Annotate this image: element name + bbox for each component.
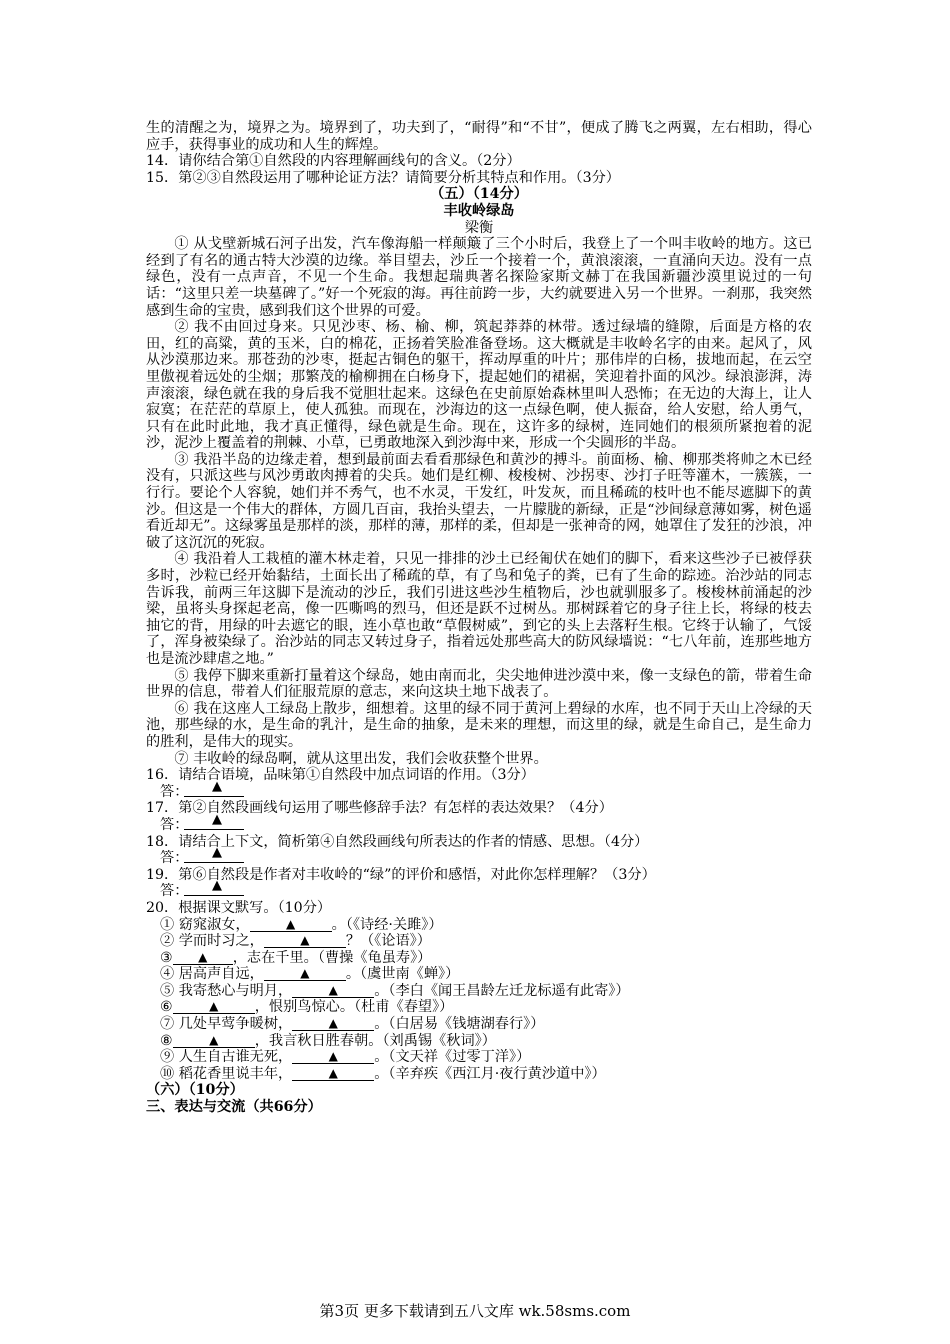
section-6-heading: （六）（10分） xyxy=(146,1082,244,1099)
fill-blank[interactable]: ▲ xyxy=(264,967,346,981)
fill-blank[interactable]: ▲ xyxy=(292,984,374,998)
recitation-item-7: ⑦ 几处早莺争暖树， ▲ 。（白居易《钱塘湖春行》） xyxy=(160,1016,545,1033)
fill-blank[interactable]: ▲ xyxy=(292,1067,374,1081)
page-footer: 第3页 更多下载请到五八文库 wk.58sms.com xyxy=(319,1302,631,1320)
answer-label: 答： xyxy=(160,783,189,800)
answer-mark-icon: ▲ xyxy=(212,778,222,794)
intro-paragraph: 生的清醒之为，境界之为。境界到了，功夫到了，“耐得”和“不甘”，便成了腾飞之两翼，左右相助，得心应手，获得事业的成功和人生的辉煌。 xyxy=(146,120,812,153)
article-paragraph-5: ⑤ 我停下脚来重新打量着这个绿岛，她由南而北，尖尖地伸进沙漠中来，像一支绿色的箭，带着生命世界的信息，带着人们征服荒原的意志，来向这块土地下战表了。 xyxy=(146,667,812,701)
article-paragraph-2: ② 我不由回过身来。只见沙枣、杨、榆、柳，筑起莽莽的林带。透过绿墙的缝隙，后面是方格的农田，红的高粱，黄的玉米，白的棉花，正扬着笑脸准备登场。这大概就是丰收岭名字的由来。起风了，风从沙漠那边来。那苍劲的沙枣，挺起古铜色的躯干，挥动厚重的叶片；那伟岸的白杨，拔地而起，在云空里傲视着远处的尘烟；那繁茂的榆柳拥在白杨身下，提起她们的裙裾，笑迎着扑面的风沙。绿浪澎湃，涛声滚滚，绿色就在我的身后我不觉胆壮起来。这绿色在史前原始森林里叫人恐怖；在无边的大海上，让人寂寞；在茫茫的草原上，使人孤独。而现在，沙海边的这一点绿色啊，使人振奋，给人安慰，给人勇气，只有在此时此地，我才真正懂得，绿色就是生命。现在，这许多的绿树，连同她们的根须所紧抱着的泥沙，泥沙上覆盖着的荆棘、小草，已勇敢地深入到沙海中来，形成一个尖圆形的半岛。 xyxy=(146,319,812,452)
answer-line-16[interactable] xyxy=(146,778,812,801)
article-paragraph-1: ① 从戈壁新城石河子出发，汽车像海船一样颠簸了三个小时后，我登上了一个叫丰收岭的地方。这已经到了有名的通古特大沙漠的边缘。举目望去，沙丘一个接着一个，黄浪滚滚，一直涌向天边。没有一点绿色，没有一点声音，不见一个生命。我想起瑞典著名探险家斯文赫丁在我国新疆沙漠里说过的一句话：“这里只差一块墓碑了。”好一个死寂的海。再往前跨一步，大约就要进入另一个世界。一刹那，我突然感到生命的宝贵，感到我们这个世界的可爱。 xyxy=(146,236,812,319)
recitation-item-3: ③ ▲ ，志在千里。（曹操《龟虽寿》） xyxy=(160,949,432,966)
article-paragraph-6: ⑥ 我在这座人工绿岛上散步，细想着。这里的绿不同于黄河上碧绿的水库，也不同于天山上冷绿的天池，那些绿的水，是生命的乳汁，是生命的抽象，是未来的理想，而这里的绿，就是生命自己，是生命力的胜利，是伟大的现实。 xyxy=(146,700,812,750)
article-paragraph-3: ③ 我沿半岛的边缘走着，想到最前面去看看那绿色和黄沙的搏斗。前面杨、榆、柳那类将帅之木已经没有，只派这些与风沙勇敢肉搏着的尖兵。她们是红柳、梭梭树、沙拐枣、沙打子旺等灌木，一簇簇，一行行。要论个人容貌，她们并不秀气，也不水灵，干发红，叶发灰，而且稀疏的枝叶也不能尽遮脚下的黄沙。但这是一个伟大的群体，方圆几百亩，我抬头望去，一片朦胧的新绿，正是“沙间绿意薄如雾，树色遥看近却无”。这绿雾虽是那样的淡，那样的薄，那样的柔，但却是一张神奇的网，她罩住了发狂的沙浪，冲破了这沉沉的死寂。 xyxy=(146,451,812,551)
article-paragraph-4: ④ 我沿着人工栽植的灌木林走着，只见一排排的沙土已经匍伏在她们的脚下，看来这些沙子已被俘获多时，沙粒已经开始黏结，土面长出了稀疏的草，有了鸟和兔子的粪，已有了生命的踪迹。治沙站的同志告诉我，前两三年这脚下是流动的沙丘，我们引进这些沙生植物后，沙也就驯服多了。梭梭林前涌起的沙梁，虽将头身探起老高，像一匹嘶鸣的烈马，但还是跃不过树丛。那树踩着它的身子往上长，将绿的枝去抽它的背，用绿的叶去遮它的眼，连小草也敢“草假树威”，到它的头上去落籽生根。它终于认输了，气馁了，浑身被染绿了。治沙站的同志又转过身子，指着远处那些高大的防风绿墙说：“七八年前，连那些地方也是流沙肆虐之地。” xyxy=(146,551,812,667)
answer-label: 答： xyxy=(160,883,189,900)
question-15: 15．第②③自然段运用了哪种论证方法？请简要分析其特点和作用。（3分） xyxy=(146,169,620,186)
recitation-item-2: ② 学而时习之， ▲ ？（《论语》） xyxy=(160,933,431,950)
answer-line-19[interactable] xyxy=(146,878,812,900)
fill-blank[interactable]: ▲ xyxy=(173,1034,255,1048)
answer-underline xyxy=(184,895,244,896)
question-17: 17．第②自然段画线句运用了哪些修辞手法？有怎样的表达效果？（4分） xyxy=(146,800,613,817)
recitation-item-5: ⑤ 我寄愁心与明月， ▲ 。（李白《闻王昌龄左迁龙标遥有此寄》） xyxy=(160,982,630,999)
answer-line-18[interactable] xyxy=(146,845,812,867)
article-paragraph-7: ⑦ 丰收岭的绿岛啊，就从这里出发，我们会收获整个世界。 xyxy=(174,750,548,767)
part-3-heading: 三、表达与交流（共66分） xyxy=(146,1099,322,1116)
answer-label: 答： xyxy=(160,850,189,867)
fill-blank[interactable]: ▲ xyxy=(264,934,346,948)
answer-mark-icon: ▲ xyxy=(212,811,222,827)
fill-blank[interactable]: ▲ xyxy=(292,1050,374,1064)
answer-mark-icon: ▲ xyxy=(212,845,222,861)
document-body xyxy=(146,120,812,1116)
fill-blank[interactable]: ▲ xyxy=(292,1017,374,1031)
fill-blank[interactable]: ▲ xyxy=(173,1000,255,1014)
recitation-item-1: ① 窈窕淑女， ▲ 。（《诗经·关雎》） xyxy=(160,916,443,933)
question-16: 16．请结合语境，品味第①自然段中加点词语的作用。（3分） xyxy=(146,767,535,784)
article-author: 梁衡 xyxy=(464,219,494,236)
recitation-item-8: ⑧ ▲ ，我言秋日胜春朝。（刘禹锡《秋词》） xyxy=(160,1032,496,1049)
article-title: 丰收岭绿岛 xyxy=(443,202,515,219)
answer-mark-icon: ▲ xyxy=(212,878,222,894)
answer-line-17[interactable] xyxy=(146,811,812,834)
question-20: 20．根据课文默写。（10分） xyxy=(146,899,332,916)
recitation-item-4: ④ 居高声自远， ▲ 。（虞世南《蝉》） xyxy=(160,966,460,983)
answer-label: 答： xyxy=(160,816,189,833)
section-5-heading: （五）（14分） xyxy=(430,186,528,203)
fill-blank[interactable]: ▲ xyxy=(250,918,332,932)
question-18: 18．请结合上下文，简析第④自然段画线句所表达的作者的情感、思想。（4分） xyxy=(146,833,649,850)
fill-blank[interactable]: ▲ xyxy=(173,951,233,965)
answer-underline xyxy=(184,862,244,863)
recitation-item-6: ⑥ ▲ ，恨别鸟惊心。（杜甫《春望》） xyxy=(160,999,454,1016)
recitation-item-10: ⑩ 稻花香里说丰年， ▲ 。（辛弃疾《西江月·夜行黄沙道中》） xyxy=(160,1065,606,1082)
answer-underline xyxy=(184,796,244,797)
recitation-item-9: ⑨ 人生自古谁无死， ▲ 。（文天祥《过零丁洋》） xyxy=(160,1049,531,1066)
question-14: 14．请你结合第①自然段的内容理解画线句的含义。（2分） xyxy=(146,153,521,170)
question-19: 19．第⑥自然段是作者对丰收岭的“绿”的评价和感悟，对此你怎样理解？（3分） xyxy=(146,866,656,883)
answer-underline xyxy=(184,829,244,830)
